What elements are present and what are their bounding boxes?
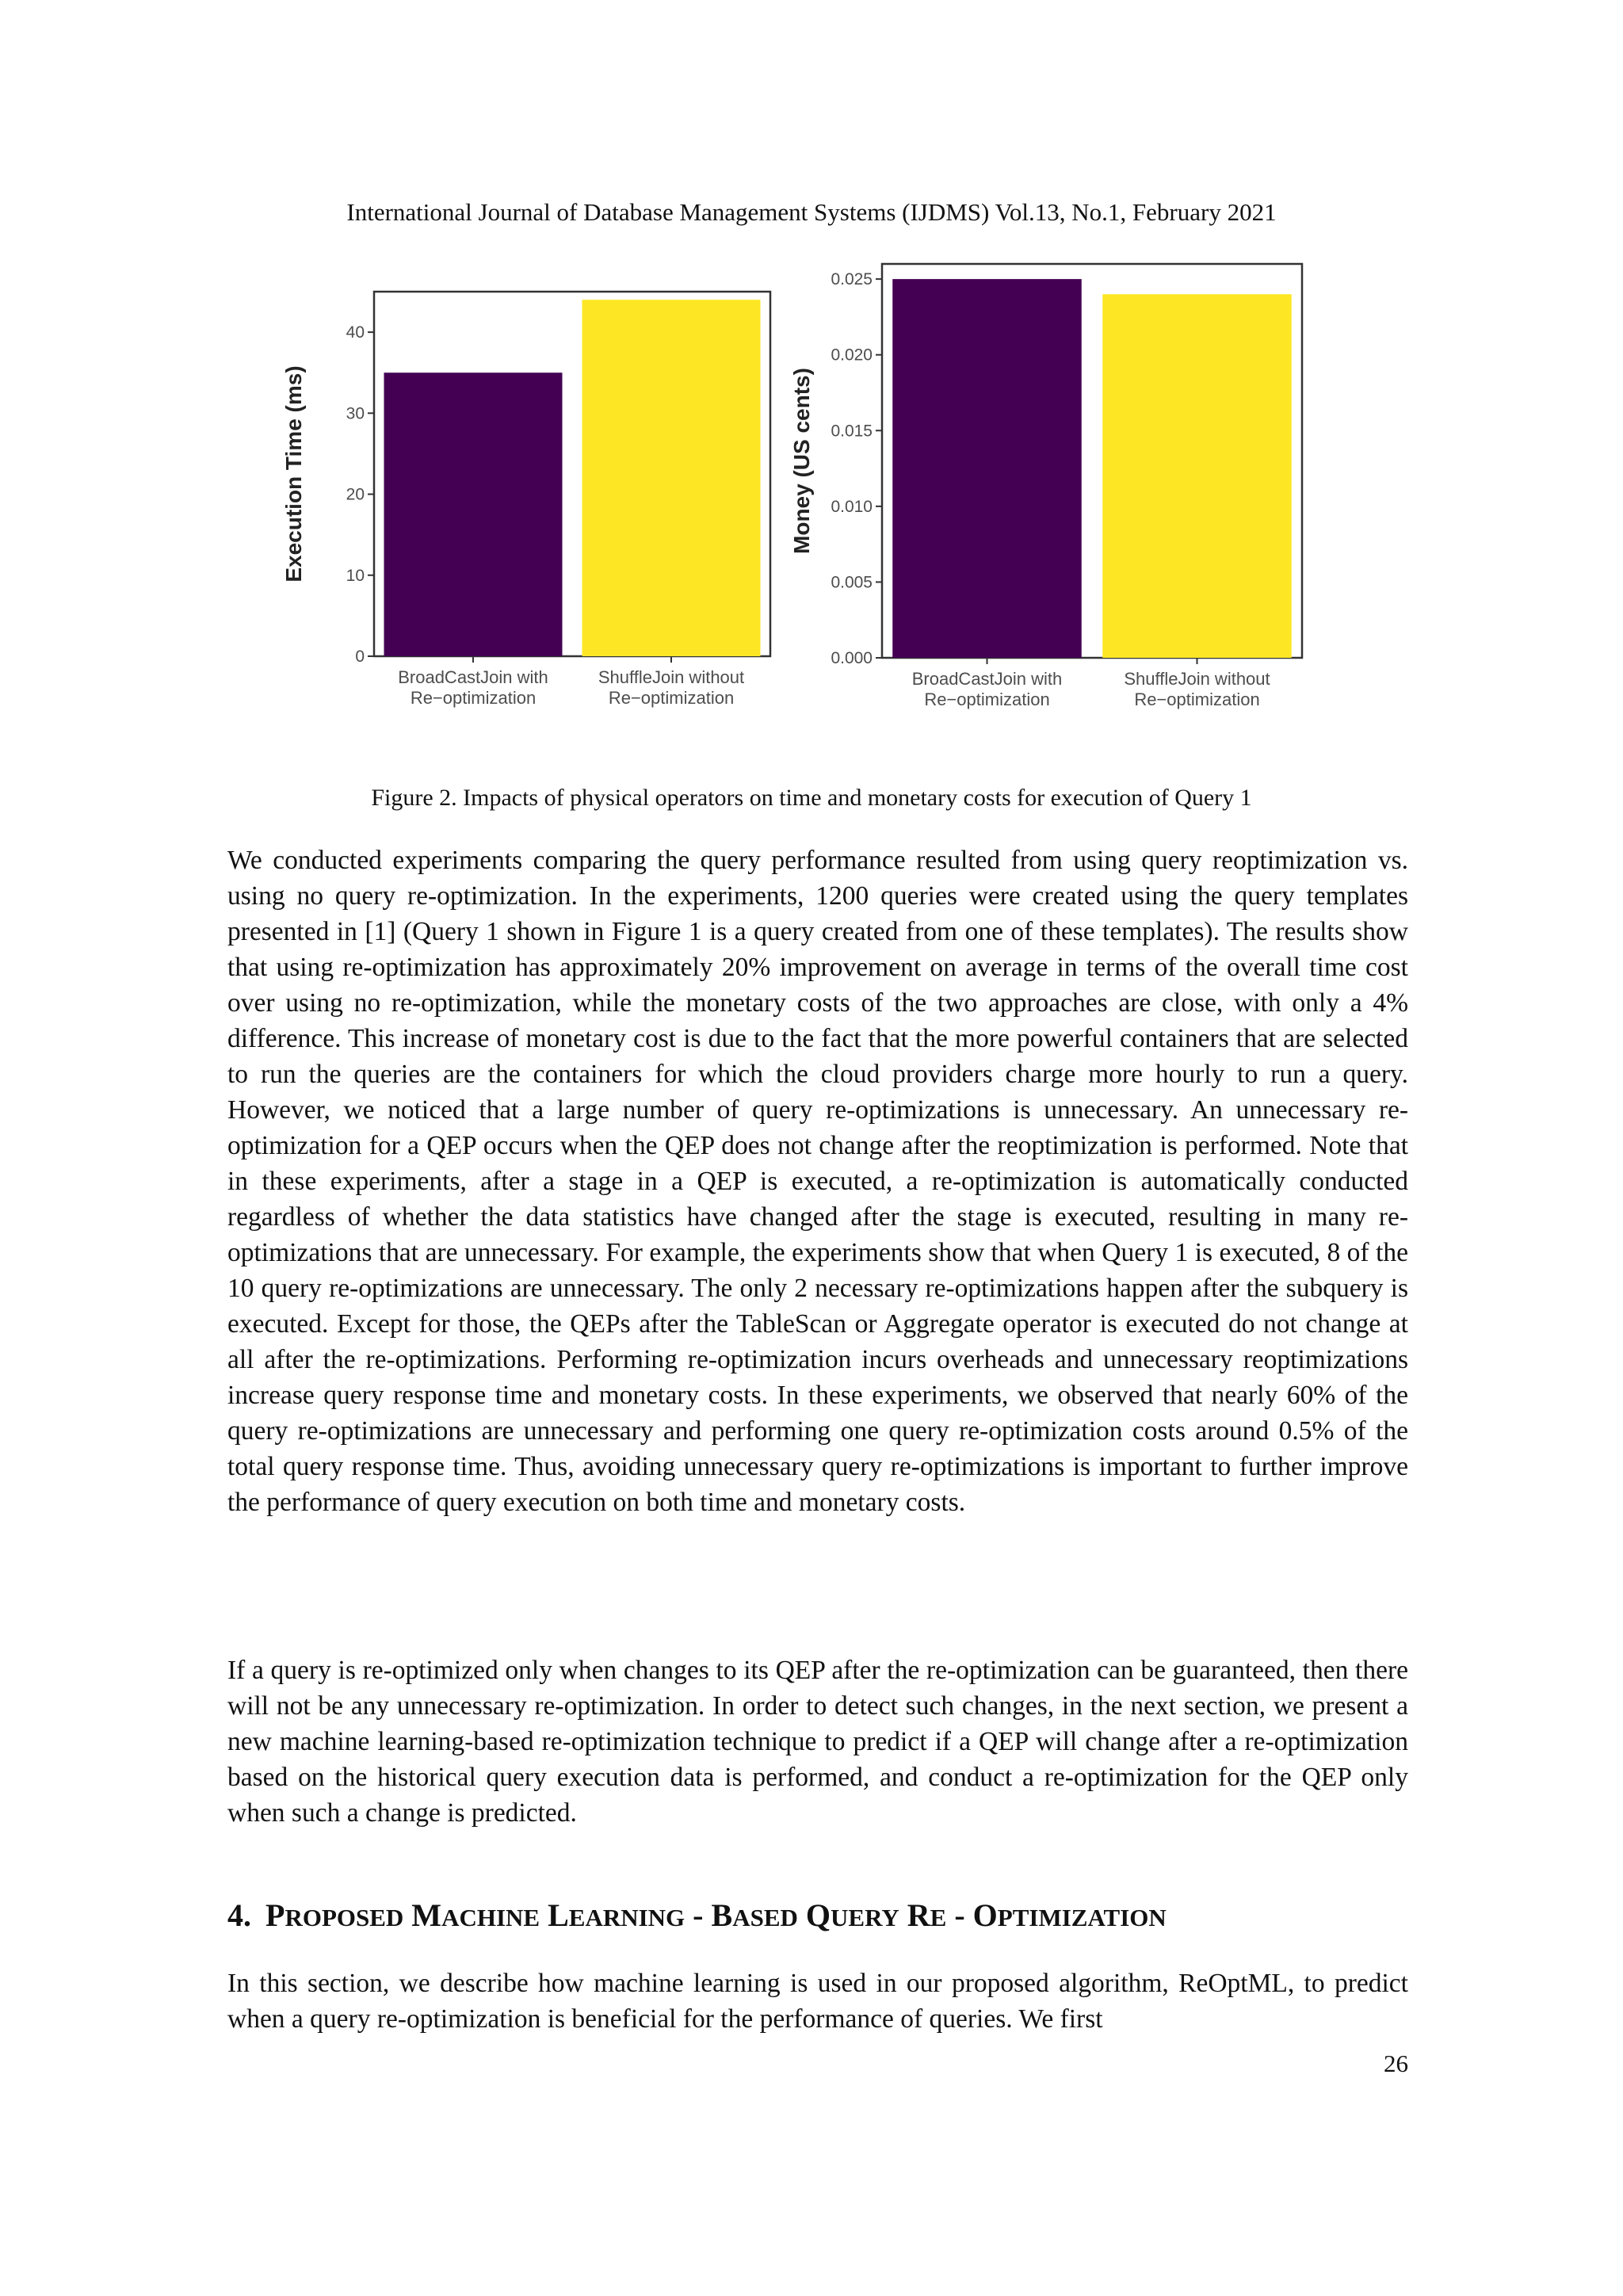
section-title-initial: - xyxy=(954,1897,965,1933)
body-paragraph-2: If a query is re-optimized only when changes to its QEP after the re-optimization can be guaranteed, then there will not be any unnecessary re-optimization. In order to detect such changes, in the next section, we present a new machine learning-based re-optimization technique to predict if a QEP will change after a re-optimization based on the historical query execution data is performed, and conduct a re-optimization for the QEP only when such a change is predicted. xyxy=(227,1656,1408,1828)
section-title-word xyxy=(411,1897,540,1933)
bar xyxy=(582,300,761,656)
y-tick-label: 0.005 xyxy=(831,573,873,592)
section-title-initial: O xyxy=(972,1897,998,1933)
x-tick-label-line: Re−optimization xyxy=(608,688,735,708)
section-title-initial: - xyxy=(693,1897,704,1933)
section-title-initial: L xyxy=(548,1897,569,1933)
section-title-word xyxy=(806,1897,899,1933)
section-title-rest: EARNING xyxy=(568,1904,685,1931)
section-title xyxy=(265,1897,1167,1933)
section-title-initial: P xyxy=(265,1897,285,1933)
section-title-initial: R xyxy=(907,1897,930,1933)
x-tick-label-line: ShuffleJoin without xyxy=(1124,669,1270,689)
running-header: International Journal of Database Management Systems (IJDMS) Vol.13, No.1, February 2021 xyxy=(346,198,1277,226)
y-axis-title: Execution Time (ms) xyxy=(281,365,306,583)
body-paragraph-3: In this section, we describe how machine learning is used in our proposed algorithm, ReOptML, to predict when a query re-optimization is beneficial for the performance of queries. We first xyxy=(227,1969,1408,2034)
section-title-initial: M xyxy=(411,1897,442,1933)
section-title-word xyxy=(954,1897,964,1933)
y-tick-label: 30 xyxy=(346,404,365,423)
x-tick-label-line: BroadCastJoin with xyxy=(398,667,548,687)
x-tick-label-line: Re−optimization xyxy=(1134,690,1260,709)
section-title-rest: UERY xyxy=(831,1904,899,1931)
bar xyxy=(384,372,563,656)
x-tick-label-line: ShuffleJoin without xyxy=(598,667,745,687)
y-tick-label: 20 xyxy=(346,485,365,504)
x-tick-label xyxy=(398,667,548,708)
figure-caption: Figure 2. Impacts of physical operators on time and monetary costs for execution of Query 1 xyxy=(371,785,1252,811)
y-tick-label: 10 xyxy=(346,566,365,585)
x-tick-label-line: Re−optimization xyxy=(410,688,537,708)
y-tick-label: 0.015 xyxy=(831,422,873,441)
y-tick-label: 0 xyxy=(355,648,365,666)
bar xyxy=(1102,294,1292,658)
x-tick-label xyxy=(912,669,1063,709)
section-title-rest: E xyxy=(930,1904,947,1931)
y-axis-title: Money (US cents) xyxy=(789,368,814,554)
section-title-rest: ASED xyxy=(732,1904,798,1931)
execution-time-chart xyxy=(279,268,786,735)
section-heading xyxy=(227,1897,1432,1934)
section-title-word xyxy=(693,1897,703,1933)
body-paragraph-1: We conducted experiments comparing the query performance resulted from using query reoptimization vs. using no query re-optimization. In the experiments, 1200 queries were created using the query templates presented in [1] (Query 1 shown in Figure 1 is a query created from one of these templates). The results show that using re-optimization has approximately 20% improvement on average in terms of the overall time cost over using no re-optimization, while the monetary costs of the two approaches are close, with only a 4% difference. This increase of monetary cost is due to the fact that the more powerful containers that are selected to run the queries are the containers for which the cloud providers charge more hourly to run a query. However, we noticed that a large number of query re-optimizations is unnecessary. An unnecessary re-optimization for a QEP occurs when the QEP does not change after the reoptimization is performed. Note that in these experiments, after a stage in a QEP is executed, a re-optimization is automatically conducted regardless of whether the data statistics have changed after the stage is executed, resulting in many re-optimizations that are unnecessary. For example, the experiments show that when Query 1 is executed, 8 of the 10 query re-optimizations are unnecessary. The only 2 necessary re-optimizations happen after the subquery is executed. Except for those, the QEPs after the TableScan or Aggregate operator is executed do not change at all after the re-optimizations. Performing re-optimization incurs overheads and unnecessary reoptimizations increase query response time and monetary costs. In these experiments, we observed that nearly 60% of the query re-optimizations are unnecessary and performing one query re-optimization costs around 0.5% of the total query response time. Thus, avoiding unnecessary query re-optimizations is important to further improve the performance of query execution on both time and monetary costs. xyxy=(227,846,1408,1517)
y-tick-label: 0.010 xyxy=(831,497,873,516)
bar xyxy=(892,279,1082,658)
section-title-initial: B xyxy=(711,1897,733,1933)
section-title-word xyxy=(712,1897,798,1933)
section-title-word xyxy=(265,1897,403,1933)
x-tick-label-line: Re−optimization xyxy=(924,690,1050,709)
section-title-word xyxy=(973,1897,1167,1933)
page-number: 26 xyxy=(1384,2050,1408,2077)
section-title-word xyxy=(548,1897,685,1933)
y-tick-label: 40 xyxy=(346,323,365,342)
y-tick-label: 0.000 xyxy=(831,649,873,667)
section-number: 4. xyxy=(227,1897,251,1933)
section-title-rest: ROPOSED xyxy=(285,1904,404,1931)
y-tick-label: 0.020 xyxy=(831,346,873,365)
section-title-rest: PTIMIZATION xyxy=(997,1904,1167,1931)
x-tick-label xyxy=(1124,669,1270,709)
x-tick-label xyxy=(598,667,744,708)
monetary-cost-chart xyxy=(778,262,1317,737)
section-title-rest: ACHINE xyxy=(441,1904,540,1931)
section-title-word xyxy=(907,1897,947,1933)
section-title-initial: Q xyxy=(805,1897,831,1933)
y-tick-label: 0.025 xyxy=(831,270,873,289)
x-tick-label-line: BroadCastJoin with xyxy=(911,669,1063,689)
